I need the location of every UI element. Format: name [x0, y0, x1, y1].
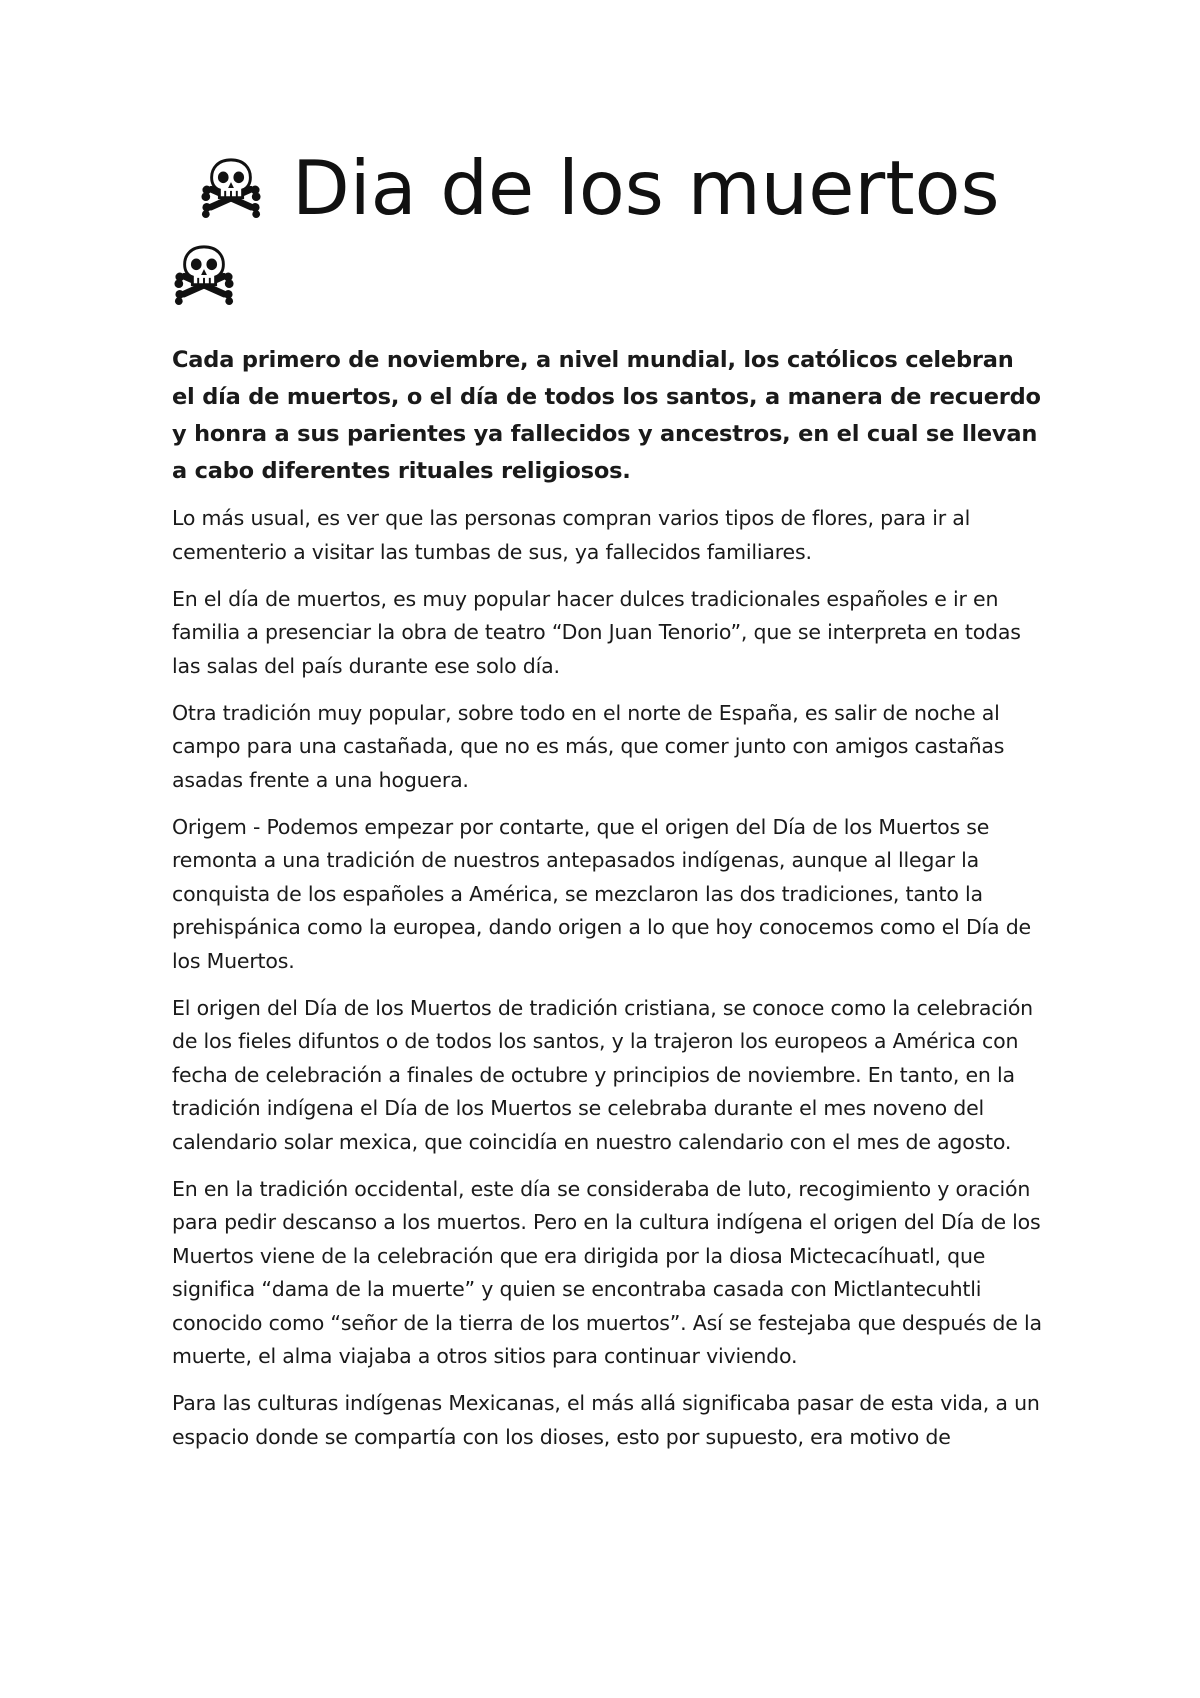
paragraph-tenorio: En el día de muertos, es muy popular hacer dulces tradicionales españoles e ir en familia a presenciar la obra de teatro “Don Juan Tenorio”, que se interpreta en todas las salas del país durante ese solo día. — [172, 586, 1021, 678]
paragraph-castanada: Otra tradición muy popular, sobre todo en el norte de España, es salir de noche al campo para una castañada, que no es más, que comer junto con amigos castañas asadas frente a una hoguera. — [172, 700, 1005, 792]
paragraph-western-tradition: En en la tradición occidental, este día se consideraba de luto, recogimiento y oración para pedir descanso a los muertos. Pero en la cultura indígena el origen del Día de los Muertos viene de la celebración que era dirigida por la diosa Mictecacíhuatl, que significa “dama de la muerte” y quien se encontraba casada con Mictlantecuhtli conocido como “señor de la tierra de los muertos”. Así se festejaba que después de la muerte, el alma viajaba a otros sitios para continuar viviendo. — [172, 1176, 1042, 1368]
paragraph-flowers: Lo más usual, es ver que las personas compran varios tipos de flores, para ir al cementerio a visitar las tumbas de sus, ya fallecidos familiares. — [172, 506, 971, 564]
title-text: Dia de los muertos — [292, 144, 1000, 232]
document-body — [172, 342, 1042, 1468]
paragraph-christian-origin: El origen del Día de los Muertos de tradición cristiana, se conoce como la celebración de los fieles difuntos o de todos los santos, y la trajeron los europeos a América con fecha de celebración a finales de octubre y principios de noviembre. En tanto, en la tradición indígena el Día de los Muertos se celebraba durante el mes noveno del calendario solar mexica, que coincidía en nuestro calendario con el mes de agosto. — [172, 995, 1033, 1154]
skull-crossbones-icon — [200, 156, 262, 218]
intro-paragraph: Cada primero de noviembre, a nivel mundial, los católicos celebran el día de muertos, o el día de todos los santos, a manera de recuerdo y honra a sus parientes ya fallecidos y ancestros, en el cual se llevan a cabo diferentes rituales religiosos. — [172, 347, 1041, 484]
page-title — [200, 143, 1000, 233]
paragraph-indigenous-cultures: Para las culturas indígenas Mexicanas, el más allá significaba pasar de esta vida, a un espacio donde se compartía con los dioses, esto por supuesto, era motivo de — [172, 1391, 1040, 1449]
skull-crossbones-icon — [173, 243, 235, 305]
paragraph-origin: Origem - Podemos empezar por contarte, que el origen del Día de los Muertos se remonta a una tradición de nuestros antepasados indígenas, aunque al llegar la conquista de los españoles a América, se mezclaron las dos tradiciones, tanto la prehispánica como la europea, dando origen a lo que hoy conocemos como el Día de los Muertos. — [172, 814, 1031, 973]
